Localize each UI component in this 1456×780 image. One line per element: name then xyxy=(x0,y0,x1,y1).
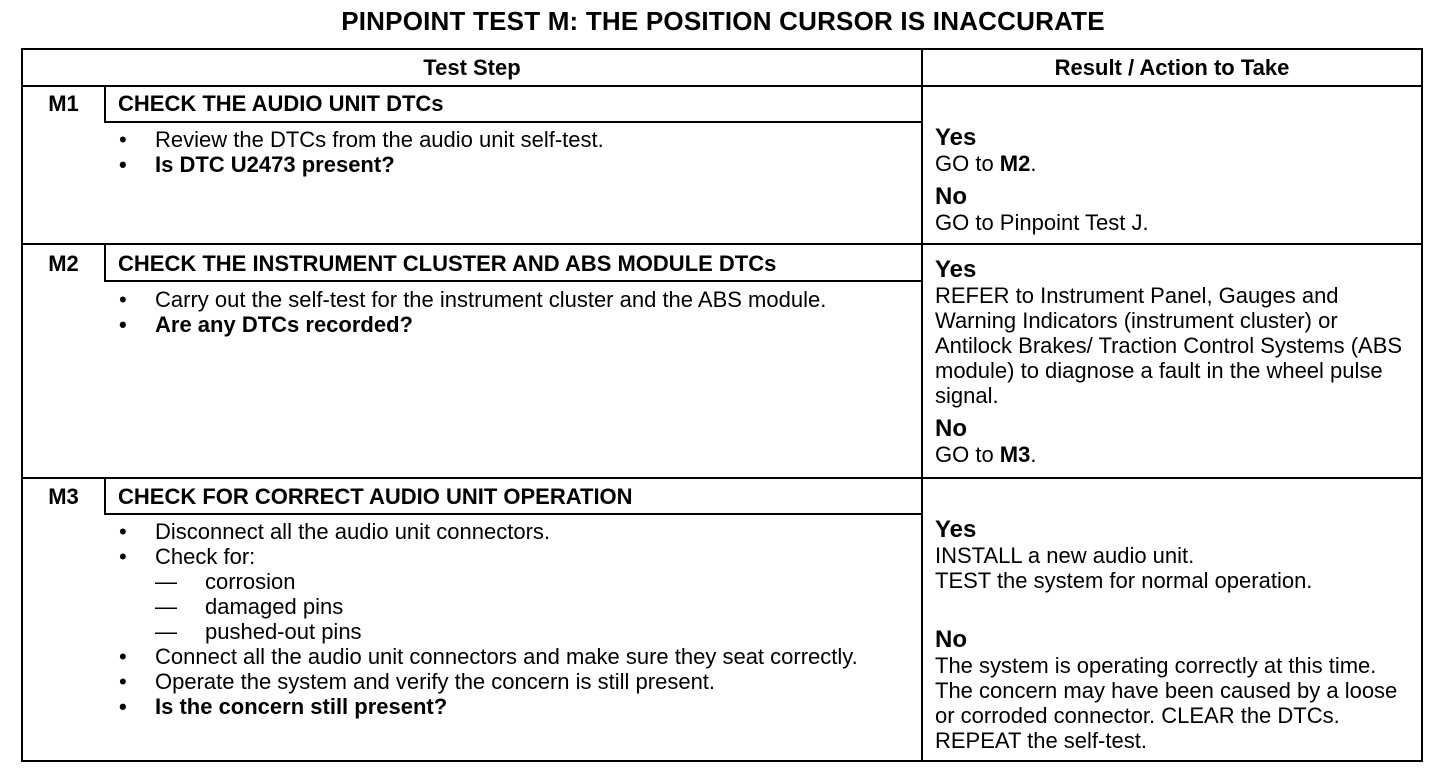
yes-label: Yes xyxy=(935,124,977,151)
row-divider-m1 xyxy=(23,243,1421,245)
step-id: M1 xyxy=(48,91,79,116)
step-id-divider-m3 xyxy=(104,479,106,514)
column-divider xyxy=(921,50,923,760)
yes-action-text: GO to xyxy=(935,151,1000,176)
no-label: No xyxy=(935,183,967,210)
step-id: M3 xyxy=(48,484,79,509)
instruction-item: • Disconnect all the audio unit connectors. xyxy=(117,519,907,544)
yes-action-line: TEST the system for normal operation. xyxy=(935,568,1313,593)
header-result: Result / Action to Take xyxy=(1054,55,1290,80)
instruction-item: • Operate the system and verify the concern is still present. xyxy=(117,669,907,694)
no-label: No xyxy=(935,415,967,442)
pinpoint-test-table xyxy=(21,48,1423,762)
step-title: CHECK THE AUDIO UNIT DTCs xyxy=(118,91,444,116)
instruction-item: • Review the DTCs from the audio unit self-test. xyxy=(117,127,907,152)
instruction-question: • Are any DTCs recorded? xyxy=(117,312,877,337)
yes-step-ref: M2 xyxy=(999,151,1031,176)
check-list xyxy=(155,569,907,644)
instruction-item xyxy=(117,544,907,644)
step-title-divider-m1 xyxy=(104,121,921,123)
row-divider-m2 xyxy=(23,477,1421,479)
yes-action xyxy=(935,151,1415,176)
no-action-punct: . xyxy=(1030,442,1037,467)
step-id-divider-m2 xyxy=(104,245,106,281)
no-label: No xyxy=(935,626,967,653)
instruction-item: • Connect all the audio unit connectors and make sure they seat correctly. xyxy=(117,644,907,669)
instruction-question: • Is the concern still present? xyxy=(117,694,907,719)
instruction-question: • Is DTC U2473 present? xyxy=(117,152,907,177)
step-title: CHECK THE INSTRUMENT CLUSTER AND ABS MODULE DTCs xyxy=(118,251,777,276)
yes-action-punct: . xyxy=(1030,151,1037,176)
instruction-item: • Carry out the self-test for the instrument cluster and the ABS module. xyxy=(117,287,877,312)
header-divider xyxy=(23,85,1421,87)
yes-label: Yes xyxy=(935,516,977,543)
yes-action: REFER to Instrument Panel, Gauges and Warning Indicators (instrument cluster) or Antilock Brakes/ Traction Control Systems (ABS module) to diagnose a fault in the wheel pulse signal. xyxy=(935,283,1403,408)
result-block xyxy=(935,517,1415,753)
page-title: PINPOINT TEST M: THE POSITION CURSOR IS INACCURATE xyxy=(341,6,1105,36)
no-action: The system is operating correctly at this time. The concern may have been caused by a loose or corroded connector. CLEAR the DTCs. REPEAT the self-test. xyxy=(935,653,1398,753)
check-item: — damaged pins xyxy=(155,594,907,619)
step-title-divider-m3 xyxy=(104,513,921,515)
step-id-divider-m1 xyxy=(104,87,106,122)
no-action: GO to Pinpoint Test J. xyxy=(935,210,1149,235)
step-instructions xyxy=(117,127,907,177)
step-title-divider-m2 xyxy=(104,280,921,282)
no-action-text: GO to xyxy=(935,442,1000,467)
instruction-item-text: Check for: xyxy=(155,544,256,569)
check-item: — corrosion xyxy=(155,569,907,594)
no-step-ref: M3 xyxy=(999,442,1031,467)
check-item: — pushed-out pins xyxy=(155,619,907,644)
header-test-step: Test Step xyxy=(423,55,521,80)
yes-action-line: INSTALL a new audio unit. xyxy=(935,543,1195,568)
result-block xyxy=(935,125,1415,235)
step-id: M2 xyxy=(48,251,79,276)
yes-label: Yes xyxy=(935,256,977,283)
step-instructions xyxy=(117,519,907,719)
result-block xyxy=(935,257,1415,467)
step-instructions xyxy=(117,287,877,337)
no-action xyxy=(935,442,1415,467)
step-title: CHECK FOR CORRECT AUDIO UNIT OPERATION xyxy=(118,484,633,509)
